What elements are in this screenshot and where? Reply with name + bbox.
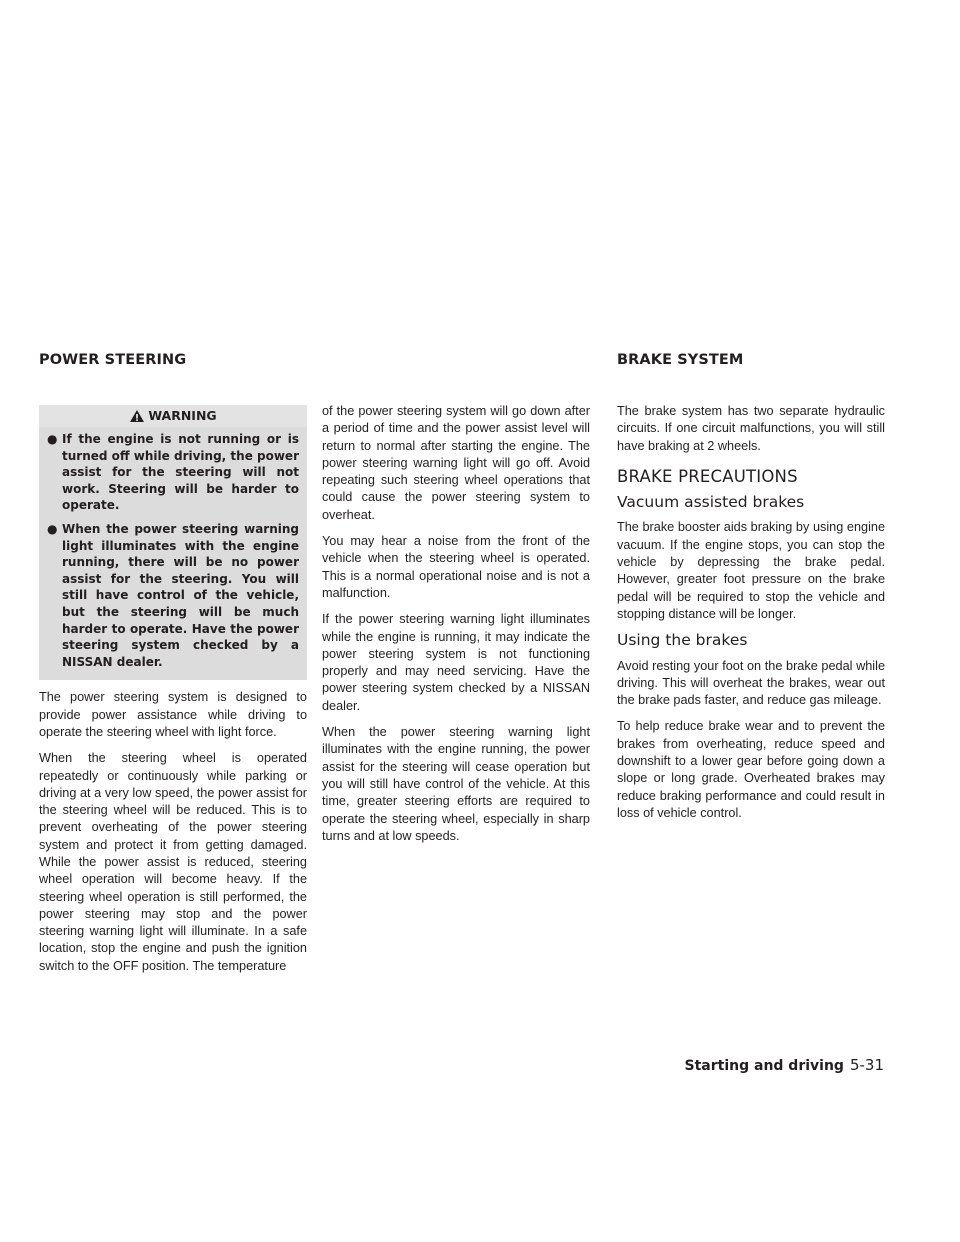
paragraph: When the power steering warning light illuminates with the engine running, the power assist for the steering will cease operation but you will still have control of the vehicle. At this time, greater steering efforts are required to operate the steering wheel, especially in sharp turns and at low speeds. bbox=[322, 725, 590, 843]
warning-triangle-icon bbox=[129, 409, 145, 423]
heading-using-the-brakes: Using the brakes bbox=[617, 631, 748, 650]
bullet-icon: ● bbox=[47, 521, 58, 536]
warning-box bbox=[39, 405, 307, 680]
column-2 bbox=[322, 403, 590, 854]
bullet-icon: ● bbox=[47, 432, 58, 446]
column-3 bbox=[617, 403, 885, 831]
paragraph: You may hear a noise from the front of the vehicle when the steering wheel is operated. This is a normal operational noise and is not a malfunction. bbox=[322, 534, 590, 600]
paragraph: To help reduce brake wear and to prevent the brakes from overheating, reduce speed and downshift to a lower gear before going down a slope or long grade. Overheated brakes may reduce braking performance and could result in loss of vehicle control. bbox=[617, 719, 885, 820]
warning-header bbox=[39, 405, 307, 427]
paragraph: of the power steering system will go down after a period of time and the power assist level will return to normal after starting the engine. The power steering warning light will go off. Avoid repeating such steering wheel operations that could cause the power steering system to overheat. bbox=[322, 404, 590, 522]
paragraph: The power steering system is designed to provide power assistance while driving to operate the steering wheel with light force. bbox=[39, 690, 307, 739]
heading-brake-precautions: BRAKE PRECAUTIONS bbox=[617, 466, 798, 486]
section-title-brake-system: BRAKE SYSTEM bbox=[617, 352, 744, 368]
warning-item: ● When the power steering warning light illuminates with the engine running, there will be no power assist for the steering. You will still have control of the vehicle, but the steering will be much harder to operate. Have the power steering system checked by a NISSAN dealer. bbox=[47, 521, 299, 669]
paragraph: The brake booster aids braking by using engine vacuum. If the engine stops, you can stop the vehicle by depressing the brake pedal. However, greater foot pressure on the brake pedal will be required to stop the vehicle and stopping distance will be longer. bbox=[617, 520, 885, 621]
warning-item: ● If the engine is not running or is turned off while driving, the power assist for the steering will not work. Steering will be harder to operate. bbox=[47, 432, 299, 513]
section-title-power-steering: POWER STEERING bbox=[39, 352, 187, 368]
paragraph: When the steering wheel is operated repeatedly or continuously while parking or driving at a very low speed, the power assist for the steering wheel will be reduced. This is to prevent overheating of the power steering system and protect it from getting damaged. While the power assist is reduced, steering wheel operation will become heavy. If the steering wheel operation is still performed, the power steering may stop and the power steering warning light will illuminate. In a safe location, stop the engine and push the ignition switch to the OFF position. The temperature bbox=[39, 751, 307, 973]
column-1 bbox=[39, 405, 307, 984]
page-footer bbox=[685, 1056, 884, 1074]
warning-list bbox=[39, 427, 307, 679]
paragraph: If the power steering warning light illuminates while the engine is running, it may indicate the power steering system is not functioning properly and may need servicing. Have the power steering system checked by a NISSAN dealer. bbox=[322, 612, 590, 713]
heading-vacuum-assisted-brakes: Vacuum assisted brakes bbox=[617, 493, 805, 512]
warning-heading: WARNING bbox=[148, 408, 217, 424]
paragraph: Avoid resting your foot on the brake pedal while driving. This will overheat the brakes, wear out the brake pads faster, and reduce gas mileage. bbox=[617, 658, 885, 708]
page-number: 5-31 bbox=[849, 1056, 884, 1074]
chapter-title: Starting and driving bbox=[684, 1058, 844, 1074]
paragraph: The brake system has two separate hydraulic circuits. If one circuit malfunctions, you will still have braking at 2 wheels. bbox=[617, 404, 885, 453]
